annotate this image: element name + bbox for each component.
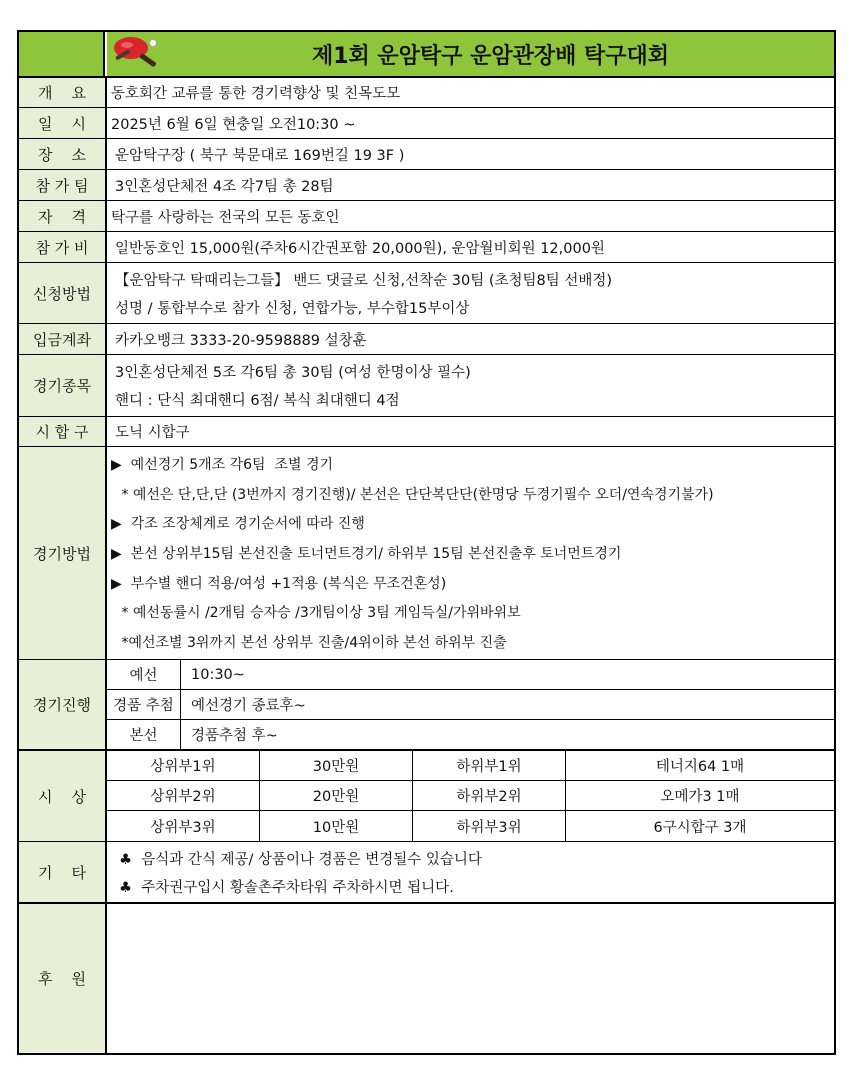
label-fee: 참 가 비	[19, 232, 107, 262]
events-line: 3인혼성단체전 5조 각6팀 총 30팀 (여성 한명이상 필수)	[115, 364, 471, 381]
method-line: ▶ 각조 조장체계로 경기순서에 따라 진행	[111, 516, 365, 533]
prize-cell: 상위부1위	[107, 751, 260, 780]
label-sponsor: 후 원	[19, 904, 107, 1053]
row-date	[19, 108, 834, 139]
title-left-cell	[19, 32, 105, 76]
label-etc: 기 타	[19, 842, 107, 902]
prize-cell: 상위부2위	[107, 781, 260, 810]
progress-item	[107, 720, 834, 749]
prize-cell: 하위부2위	[413, 781, 566, 810]
page-title: 제1회 운암탁구 운암관장배 탁구대회	[107, 32, 834, 76]
prize-row	[107, 751, 834, 781]
prize-cell: 10만원	[260, 811, 413, 841]
prize-cell: 6구시합구 3개	[653, 819, 747, 836]
row-method	[19, 447, 834, 660]
label-apply: 신청방법	[19, 263, 107, 323]
progress-key: 경품 추첨	[107, 690, 181, 719]
etc-line: ♣ 음식과 간식 제공/ 상품이나 경품은 변경될수 있습니다	[119, 851, 482, 868]
label-prizes: 시 상	[19, 751, 107, 841]
progress-key: 예선	[107, 660, 181, 689]
value-method	[107, 447, 834, 659]
value-overview: 동호회간 교류를 통한 경기력향상 및 친목도모	[111, 86, 401, 102]
prize-cell: 상위부3위	[107, 811, 260, 841]
label-account: 입금계좌	[19, 324, 107, 354]
progress-key: 본선	[107, 720, 181, 749]
prize-cell: 테너지64 1매	[655, 759, 745, 775]
prize-cell: 하위부3위	[413, 811, 566, 841]
row-apply	[19, 263, 834, 324]
row-account	[19, 324, 834, 355]
method-line: * 예선동률시 /2개팀 승자승 /3개팀이상 3팀 게임득실/가위바위보	[117, 605, 521, 622]
progress-value: 경품추첨 후~	[191, 728, 278, 744]
value-apply	[107, 263, 834, 323]
apply-line: 【운암탁구 탁때리는그들】 밴드 댓글로 신청,선착순 30팀 (초청팀8팀 선배정)	[115, 272, 613, 289]
label-events: 경기종목	[19, 355, 107, 416]
progress-item	[107, 660, 834, 690]
value-account: 카카오뱅크 3333-20-9598889 설창훈	[115, 332, 367, 349]
label-method: 경기방법	[19, 447, 107, 659]
value-fee: 일반동호인 15,000원(주차6시간권포함 20,000원), 운암월비회원 12,000원	[115, 240, 605, 257]
etc-line: ♣ 주차권구입시 황솔촌주차타워 주차하시면 됩니다.	[119, 879, 454, 896]
progress-value: 10:30~	[191, 666, 245, 683]
row-place	[19, 139, 834, 170]
row-qualification	[19, 201, 834, 232]
value-qualification: 탁구를 사랑하는 전국의 모든 동호인	[111, 209, 340, 226]
method-line: ▶ 본선 상위부15팀 본선진출 토너먼트경기/ 하위부 15팀 본선진출후 토너먼트경기	[111, 545, 622, 562]
value-teams: 3인혼성단체전 4조 각7팀 총 28팀	[115, 178, 334, 195]
prize-row	[107, 781, 834, 811]
label-ball: 시 합 구	[19, 417, 107, 446]
events-line: 핸디 : 단식 최대핸디 6점/ 복식 최대핸디 4점	[115, 393, 400, 410]
label-date: 일 시	[19, 108, 107, 138]
label-place: 장 소	[19, 139, 107, 169]
prize-cell: 하위부1위	[413, 751, 566, 780]
notice-sheet	[17, 30, 836, 1055]
row-teams	[19, 170, 834, 201]
row-ball	[19, 417, 834, 447]
label-qualification: 자 격	[19, 201, 107, 231]
prize-cell: 30만원	[260, 751, 413, 780]
method-line: ▶ 부수별 핸디 적용/여성 +1적용 (복식은 무조건혼성)	[111, 575, 447, 592]
row-fee	[19, 232, 834, 263]
row-etc	[19, 842, 834, 904]
value-ball: 도닉 시합구	[115, 425, 190, 441]
prize-row	[107, 811, 834, 841]
row-sponsor	[19, 904, 834, 1053]
method-line: ▶ 예선경기 5개조 각6팀 조별 경기	[111, 456, 334, 473]
progress-item	[107, 690, 834, 720]
method-line: * 예선은 단,단,단 (3번까지 경기진행)/ 본선은 단단복단단(한명당 두경기필수 오더/연속경기불가)	[117, 486, 714, 503]
value-etc	[107, 842, 834, 902]
prize-cell: 20만원	[260, 781, 413, 810]
value-date: 2025년 6월 6일 현충일 오전10:30 ~	[111, 116, 356, 133]
label-overview: 개 요	[19, 78, 107, 107]
apply-line: 성명 / 통합부수로 참가 신청, 연합가능, 부수합15부이상	[115, 300, 470, 317]
ping-pong-paddle-icon	[109, 35, 165, 73]
prize-cell: 오메가3 1매	[660, 789, 740, 805]
row-progress	[19, 660, 834, 751]
value-events	[107, 355, 834, 416]
label-teams: 참 가 팀	[19, 170, 107, 200]
label-progress: 경기진행	[19, 660, 107, 749]
title-bar	[19, 32, 834, 78]
row-events	[19, 355, 834, 417]
progress-value: 예선경기 종료후~	[191, 698, 306, 714]
row-overview	[19, 78, 834, 108]
row-prizes	[19, 751, 834, 842]
value-sponsor	[107, 904, 834, 1053]
method-line: *예선조별 3위까지 본선 상위부 진출/4위이하 본선 하위부 진출	[117, 635, 507, 652]
value-place: 운암탁구장 ( 북구 북문대로 169번길 19 3F )	[115, 147, 405, 164]
